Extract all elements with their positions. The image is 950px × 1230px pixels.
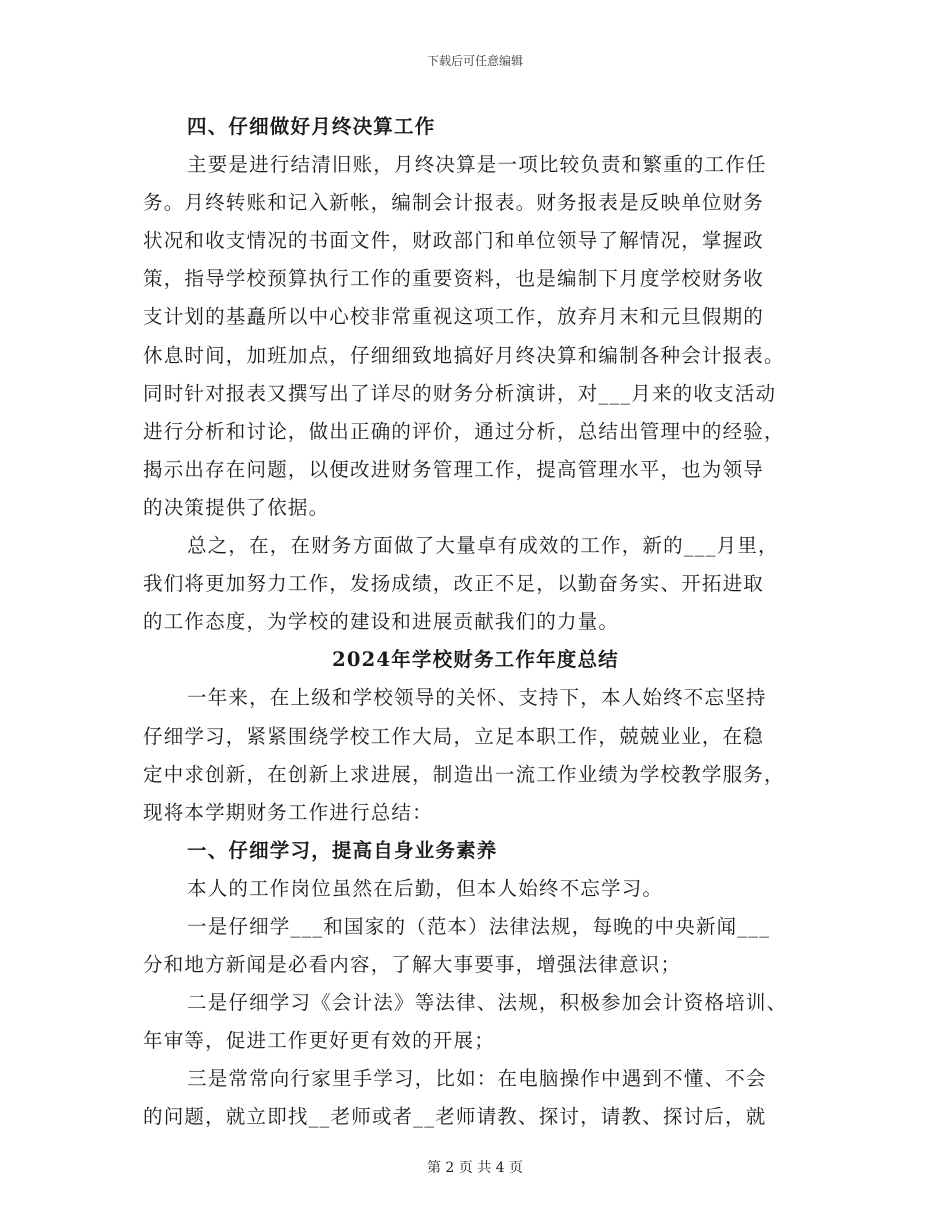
text-line: 分和地方新闻是必看内容，了解大事要事，增强法律意识； <box>143 953 682 977</box>
text-line: 年审等，促进工作更好更有效的开展； <box>143 1029 495 1053</box>
text-line: 我们将更加努力工作，发扬成绩，改正不足，以勤奋务实、开拓进取 <box>143 572 765 596</box>
section-heading: 一、仔细学习，提高自身业务素养 <box>187 838 498 862</box>
text-line: 定中求创新，在创新上求进展，制造出一流工作业绩为学校教学服务， <box>143 762 785 786</box>
text-line: 揭示出存在问题，以便改进财务管理工作，提高管理水平，也为领导 <box>143 457 765 481</box>
section-heading: 2024年学校财务工作年度总结 <box>332 648 619 672</box>
text-line: 仔细学习，紧紧围绕学校工作大局，立足本职工作，兢兢业业，在稳 <box>143 724 765 748</box>
text-line: 一是仔细学___和国家的（范本）法律法规，每晚的中央新闻___ <box>187 914 771 938</box>
text-line: 一年来，在上级和学校领导的关怀、支持下，本人始终不忘坚持 <box>187 686 767 710</box>
text-line: 策，指导学校预算执行工作的重要资料，也是编制下月度学校财务收 <box>143 267 765 291</box>
page-number: 第 2 页 共 4 页 <box>426 1160 524 1176</box>
text-line: 状况和收支情况的书面文件，财政部门和单位领导了解情况，掌握政 <box>143 229 765 253</box>
text-line: 的工作态度，为学校的建设和进展贡献我们的力量。 <box>143 610 620 634</box>
text-line: 务。月终转账和记入新帐，编制会计报表。财务报表是反映单位财务 <box>143 191 765 215</box>
text-line: 进行分析和讨论，做出正确的评价，通过分析，总结出管理中的经验， <box>143 419 785 443</box>
text-line: 主要是进行结清旧账，月终决算是一项比较负责和繁重的工作任 <box>187 153 767 177</box>
text-line: 休息时间，加班加点，仔细细致地搞好月终决算和编制各种会计报表。 <box>143 343 785 367</box>
text-line: 支计划的基矗所以中心校非常重视这项工作，放弃月末和元旦假期的 <box>143 305 765 329</box>
document-body <box>143 108 808 1137</box>
text-line: 总之，在，在财务方面做了大量卓有成效的工作，新的___月里， <box>187 534 779 558</box>
text-line: 同时针对报表又撰写出了详尽的财务分析演讲，对___月来的收支活动 <box>143 381 777 405</box>
text-line: 的决策提供了依据。 <box>143 495 330 519</box>
section-heading: 四、仔细做好月终决算工作 <box>187 115 436 138</box>
text-line: 现将本学期财务工作进行总结： <box>143 800 433 824</box>
text-line: 本人的工作岗位虽然在后勤，但本人始终不忘学习。 <box>187 876 664 900</box>
header-note: 下载后可任意编辑 <box>426 54 523 68</box>
text-line: 三是常常向行家里手学习，比如：在电脑操作中遇到不懂、不会 <box>187 1067 767 1091</box>
text-line: 二是仔细学习《会计法》等法律、法规，积极参加会计资格培训、 <box>187 991 788 1015</box>
text-line: 的问题，就立即找__老师或者__老师请教、探讨，请教、探讨后，就 <box>143 1105 767 1129</box>
